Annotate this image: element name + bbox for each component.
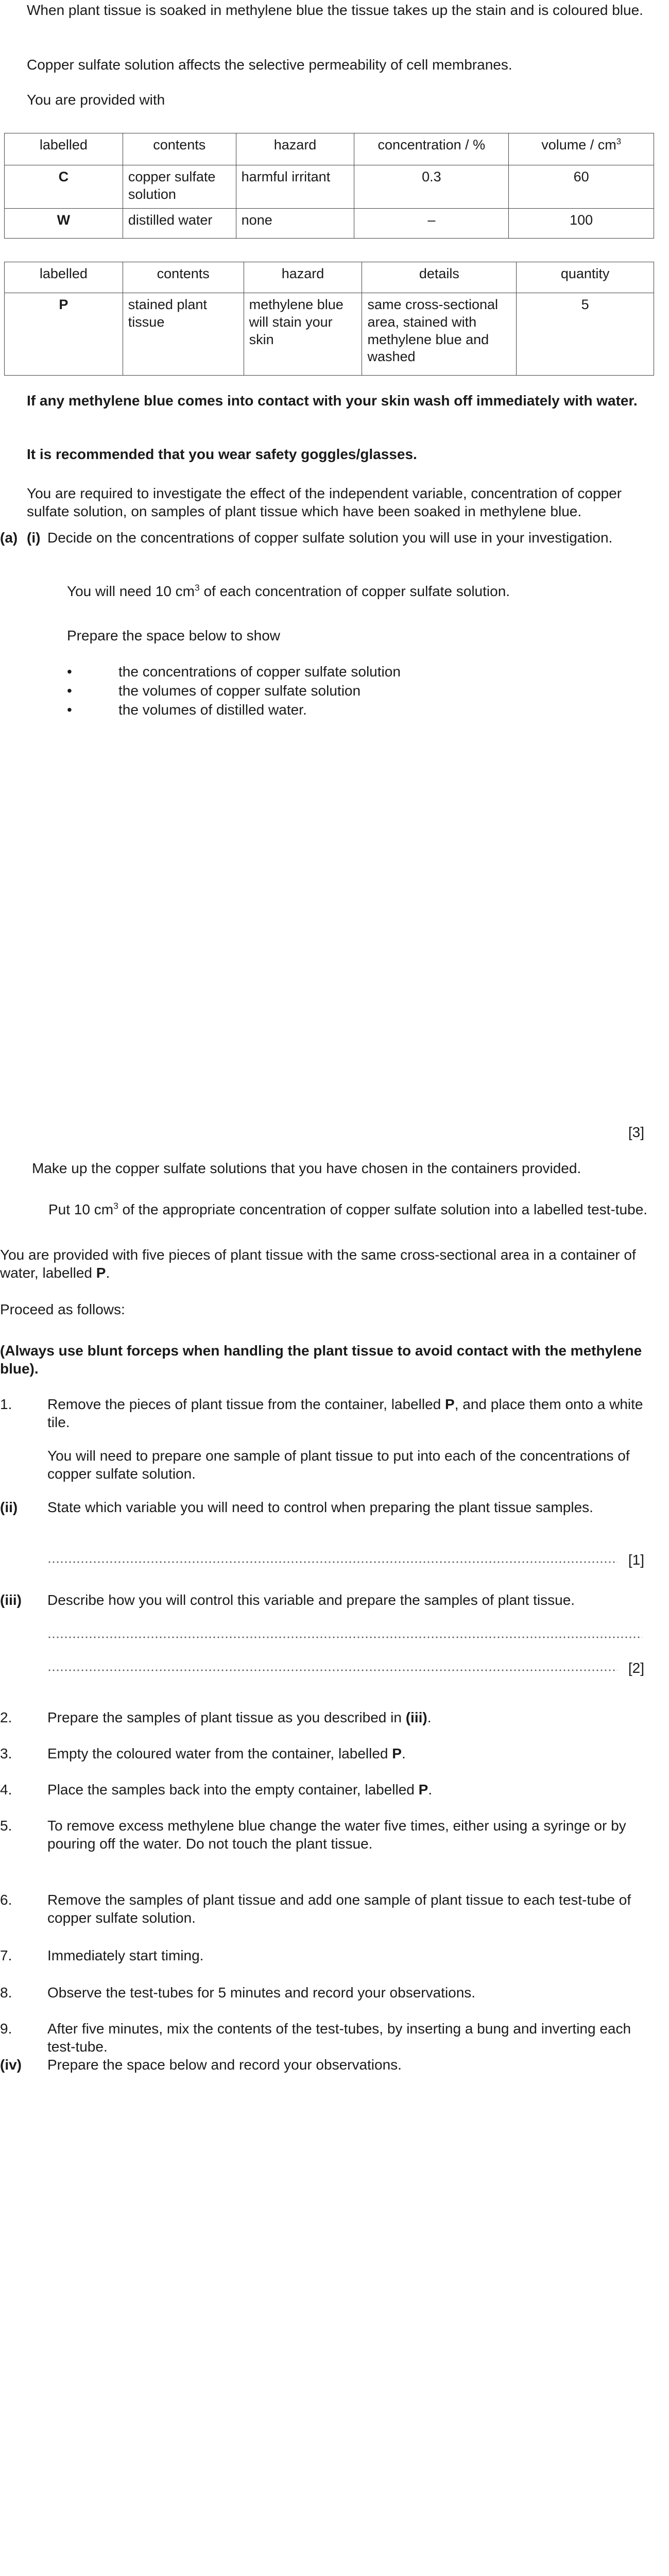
header-details: details	[362, 262, 517, 293]
step-7-number: 7.	[0, 1947, 12, 1963]
step-5-number: 5.	[0, 1818, 12, 1834]
header-labelled: labelled	[5, 133, 123, 165]
task-description: You are required to investigate the effect of the independent variable, concentration of copper sulfate solution, on samples of plant tissue which have been soaked in methylene blue.	[27, 485, 622, 519]
step-2-text: Prepare the samples of plant tissue as you described in (iii).	[47, 1709, 432, 1725]
step-2-number: 2.	[0, 1709, 12, 1725]
materials-table-2	[4, 262, 654, 376]
table-row	[5, 209, 654, 239]
cell-label: P	[5, 293, 123, 376]
question-i-prepare: Prepare the space below to show	[67, 628, 281, 643]
step-8-number: 8.	[0, 1985, 12, 2001]
question-i-label: (i)	[27, 530, 41, 546]
intro-paragraph-2: Copper sulfate solution affects the selective permeability of cell membranes.	[27, 57, 512, 73]
cell-label: W	[5, 209, 123, 239]
question-iv-label: (iv)	[0, 2057, 22, 2073]
question-iii-text: Describe how you will control this variable and prepare the samples of plant tissue.	[47, 1592, 575, 1608]
proceed-heading: Proceed as follows:	[0, 1301, 125, 1317]
header-labelled: labelled	[5, 262, 123, 293]
cell-contents: stained plant tissue	[123, 293, 244, 376]
cell-hazard: none	[236, 209, 354, 239]
step-4-number: 4.	[0, 1782, 12, 1798]
step-5-text: To remove excess methylene blue change the water five times, either using a syringe or by pouring off the water. Do not touch the plant tissue.	[47, 1818, 626, 1852]
list-item: • the volumes of copper sulfate solution	[67, 682, 401, 700]
cell-contents: distilled water	[123, 209, 236, 239]
header-quantity: quantity	[517, 262, 654, 293]
instruction-put: Put 10 $cm^3$ of the appropriate concentration of copper sulfate solution into a labelled test-tube.	[48, 1200, 648, 1217]
answer-line[interactable]	[47, 1561, 617, 1563]
table-row	[5, 293, 654, 376]
marks-i: [3]	[628, 1124, 644, 1140]
question-i-text: Decide on the concentrations of copper sulfate solution you will use in your investigation.	[47, 530, 613, 546]
header-hazard: hazard	[236, 133, 354, 165]
safety-warning: If any methylene blue comes into contact with your skin wash off immediately with water.	[27, 393, 638, 409]
step-9-number: 9.	[0, 2021, 12, 2037]
step-1-number: 1.	[0, 1396, 12, 1412]
list-item: • the volumes of distilled water.	[67, 701, 401, 719]
intro-paragraph-3: You are provided with	[27, 92, 165, 108]
cell-concentration: 0.3	[354, 165, 509, 209]
materials-table-1	[4, 133, 654, 239]
cell-concentration: –	[354, 209, 509, 239]
list-item: • the concentrations of copper sulfate solution	[67, 663, 401, 681]
cell-contents: copper sulfate solution	[123, 165, 236, 209]
cell-hazard: methylene blue will stain your skin	[244, 293, 362, 376]
table-header-row	[5, 262, 654, 293]
step-6-number: 6.	[0, 1892, 12, 1908]
cell-volume: 100	[509, 209, 654, 239]
question-a-label: (a)	[0, 530, 18, 546]
header-concentration: concentration / %	[354, 133, 509, 165]
answer-line[interactable]	[47, 1636, 642, 1638]
provided-tissue: You are provided with five pieces of plant tissue with the same cross-sectional area in a container of water, labelled P.	[0, 1247, 636, 1281]
question-i-volume-note: You will need 10 $cm^3$ of each concentration of copper sulfate solution.	[67, 582, 510, 599]
intro-paragraph-1: When plant tissue is soaked in methylene blue the tissue takes up the stain and is coloured blue.	[27, 2, 643, 18]
cell-hazard: harmful irritant	[236, 165, 354, 209]
header-contents: contents	[123, 262, 244, 293]
cell-quantity: 5	[517, 293, 654, 376]
question-ii-label: (ii)	[0, 1499, 18, 1515]
cell-details: same cross-sectional area, stained with methylene blue and washed	[362, 293, 517, 376]
header-volume: volume / $cm^3$	[509, 133, 654, 165]
step-1-subtext: You will need to prepare one sample of plant tissue to put into each of the concentrations of copper sulfate solution.	[47, 1448, 630, 1482]
header-hazard: hazard	[244, 262, 362, 293]
step-8-text: Observe the test-tubes for 5 minutes and record your observations.	[47, 1985, 476, 2001]
answer-line[interactable]	[47, 1669, 617, 1671]
step-3-number: 3.	[0, 1745, 12, 1761]
step-4-text: Place the samples back into the empty container, labelled P.	[47, 1782, 433, 1798]
forceps-warning: (Always use blunt forceps when handling the plant tissue to avoid contact with the methylene blue).	[0, 1343, 642, 1377]
step-3-text: Empty the coloured water from the container, labelled P.	[47, 1745, 406, 1761]
header-contents: contents	[123, 133, 236, 165]
cell-volume: 60	[509, 165, 654, 209]
cell-label: C	[5, 165, 123, 209]
question-ii-text: State which variable you will need to control when preparing the plant tissue samples.	[47, 1499, 593, 1515]
safety-goggles: It is recommended that you wear safety goggles/glasses.	[27, 446, 417, 462]
table-header-row	[5, 133, 654, 165]
step-7-text: Immediately start timing.	[47, 1947, 204, 1963]
marks-iii: [2]	[628, 1660, 644, 1676]
question-iii-label: (iii)	[0, 1592, 22, 1608]
question-i-bullets	[67, 663, 401, 720]
marks-ii: [1]	[628, 1552, 644, 1568]
table-row	[5, 165, 654, 209]
step-9-text: After five minutes, mix the contents of the test-tubes, by inserting a bung and inverting each test-tube.	[47, 2021, 631, 2055]
question-iv-text: Prepare the space below and record your observations.	[47, 2057, 402, 2073]
step-1-text: Remove the pieces of plant tissue from the container, labelled P, and place them onto a white tile.	[47, 1396, 643, 1430]
step-6-text: Remove the samples of plant tissue and add one sample of plant tissue to each test-tube of copper sulfate solution.	[47, 1892, 631, 1926]
instruction-make-up: Make up the copper sulfate solutions that you have chosen in the containers provided.	[32, 1160, 581, 1176]
